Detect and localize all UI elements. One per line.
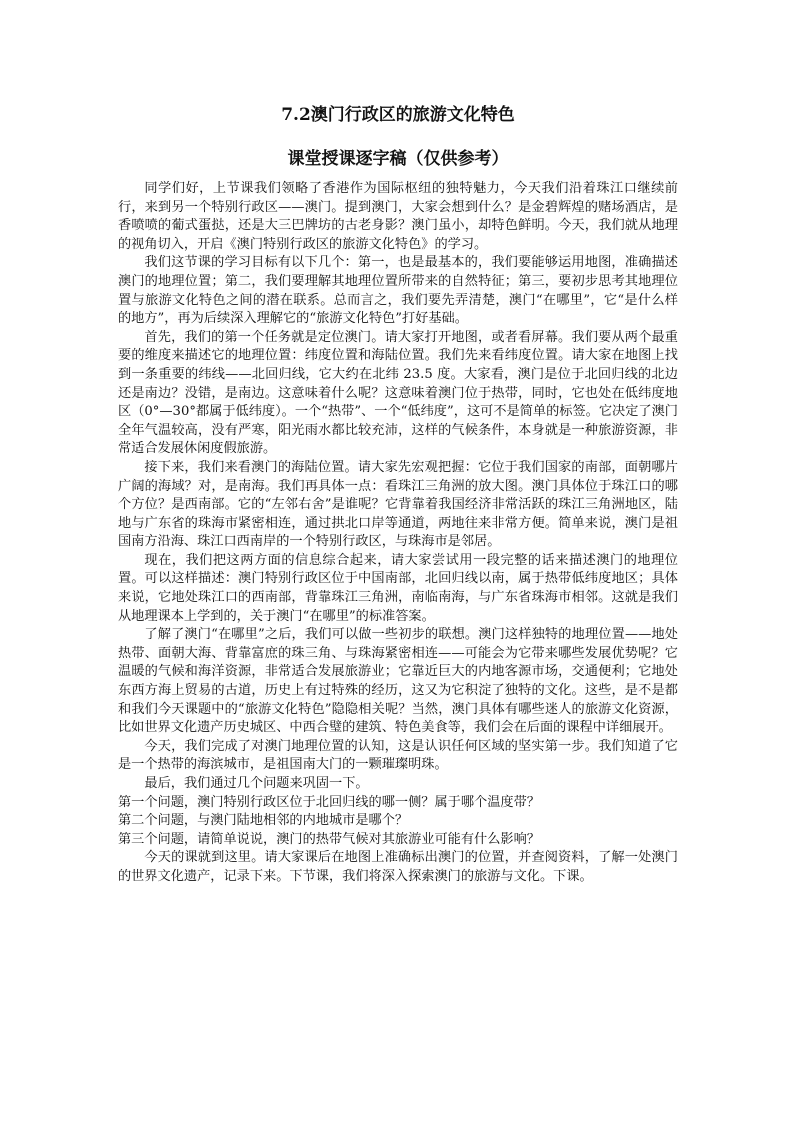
paragraph-objectives: 我们这节课的学习目标有以下几个：第一，也是最基本的，我们要能够运用地图，准确描述澳门的地理位置；第二，我们要理解其地理位置所带来的自然特征；第三，要初步思考其地理位置与旅游文化特色之间的潜在联系。总而言之，我们要先弄清楚，澳门“在哪里”，它“是什么样的地方”，再为后续深入理解它的“旅游文化特色”打好基础。 [118,255,678,327]
paragraph-intro: 同学们好，上节课我们领略了香港作为国际枢纽的独特魅力，今天我们沿着珠江口继续前行，来到另一个特别行政区——澳门。提到澳门，大家会想到什么？是金碧辉煌的赌场酒店，是香喷喷的葡式蛋挞，还是大三巴牌坊的古老身影？澳门虽小，却特色鲜明。今天，我们就从地理的视角切入，开启《澳门特别行政区的旅游文化特色》的学习。 [118,181,678,252]
document-page [118,98,678,887]
paragraph-review-intro: 最后，我们通过几个问题来巩固一下。 [144,776,369,791]
paragraph-latitude-position: 首先，我们的第一个任务就是定位澳门。请大家打开地图，或者看屏幕。我们要从两个最重要的维度来描述它的地理位置：纬度位置和海陆位置。我们先来看纬度位置。请大家在地图上找到一条重要的纬线——北回归线，它大约在北纬 23.5 度。大家看，澳门是位于北回归线的北边还是南边？没错，是南边。这意味着什么呢？这意味着澳门位于热带，同时，它也处在低纬度地区（0°—30°都属于低纬度）。一个“热带”、一个“低纬度”，这可不是简单的标签。它决定了澳门全年气温较高，没有严寒，阳光雨水都比较充沛，这样的气候条件，本身就是一种旅游资源，非常适合发展休闲度假旅游。 [118,329,678,457]
document-title: 7.2澳门行政区的旅游文化特色 [281,105,515,125]
question-1: 第一个问题，澳门特别行政区位于北回归线的哪一侧？属于哪个温度带？ [118,794,540,810]
paragraph-conclusion: 今天，我们完成了对澳门地理位置的认知，这是认识任何区域的坚实第一步。我们知道了它是一个热带的海滨城市，是祖国南大门的一颗璀璨明珠。 [118,738,678,773]
document-subtitle: 课堂授课逐字稿（仅供参考） [287,149,509,169]
paragraph-advantages: 了解了澳门“在哪里”之后，我们可以做一些初步的联想。澳门这样独特的地理位置——地处热带、面朝大海、背靠富庶的珠三角、与珠海紧密相连——可能会为它带来哪些发展优势呢？它温暖的气候和海洋资源，非常适合发展旅游业；它靠近巨大的内地客源市场，交通便利；它地处东西方海上贸易的古道，历史上有过特殊的经历，这又为它积淀了独特的文化。这些，是不是都和我们今天课题中的“旅游文化特色”隐隐相关呢？当然，澳门具体有哪些迷人的旅游文化资源，比如世界文化遗产历史城区、中西合璧的建筑、特色美食等，我们会在后面的课程中详细展开。 [118,627,678,736]
paragraph-summary-description: 现在，我们把这两方面的信息综合起来，请大家尝试用一段完整的话来描述澳门的地理位置。可以这样描述：澳门特别行政区位于中国南部，北回归线以南，属于热带低纬度地区；具体来说，它地处珠江口的西南部，背靠珠江三角洲，南临南海，与广东省珠海市相邻。这就是我们从地理课本上学到的，关于澳门“在哪里”的标准答案。 [118,552,678,624]
paragraph-homework: 今天的课就到这里。请大家课后在地图上准确标出澳门的位置，并查阅资料，了解一处澳门的世界文化遗产，记录下来。下节课，我们将深入探索澳门的旅游与文化。下课。 [118,850,678,884]
paragraph-sea-land-position: 接下来，我们来看澳门的海陆位置。请大家先宏观把握：它位于我们国家的南部，面朝哪片广阔的海域？对，是南海。我们再具体一点：看珠江三角洲的放大图。澳门具体位于珠江口的哪个方位？是西南部。它的“左邻右舍”是谁呢？它背靠着我国经济非常活跃的珠江三角洲地区，陆地与广东省的珠海市紧密相连，通过拱北口岸等通道，两地往来非常方便。简单来说，澳门是祖国南方沿海、珠江口西南岸的一个特别行政区，与珠海市是邻居。 [118,459,678,550]
document-body [118,180,678,887]
question-3: 第三个问题，请简单说说，澳门的热带气候对其旅游业可能有什么影响？ [118,831,540,847]
question-2: 第二个问题，与澳门陆地相邻的内地城市是哪个？ [118,813,409,829]
